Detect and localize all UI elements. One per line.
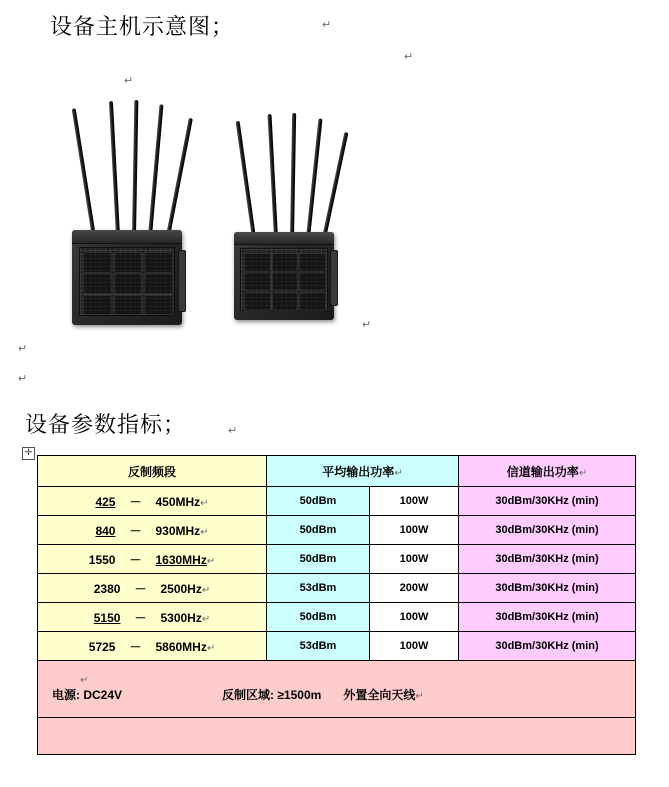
cell-avg-watt: 100W (370, 545, 459, 574)
paragraph-mark: ↵ (322, 19, 332, 31)
footer-empty-cell (38, 718, 636, 755)
paragraph-mark: ↵ (362, 319, 372, 331)
band-high: 450MHz (155, 494, 201, 509)
band-low: 1550 (88, 552, 116, 567)
table-row (38, 545, 636, 574)
band-low: 2380 (93, 581, 121, 596)
header-avg-power (267, 456, 459, 487)
cell-band (38, 632, 267, 661)
antenna-icon (236, 121, 256, 238)
antenna-icon (109, 101, 120, 236)
band-low: 840 (95, 523, 116, 538)
table-row (38, 632, 636, 661)
header-channel-power (459, 456, 636, 487)
band-low: 5725 (88, 639, 116, 654)
paragraph-mark: ↵ (18, 373, 28, 385)
band-dash: － (134, 610, 147, 625)
page-title-illustration: 设备主机示意图； (50, 14, 235, 39)
cell-band (38, 603, 267, 632)
cell-avg-dbm: 53dBm (267, 632, 370, 661)
band-high: 2500Hz (160, 581, 202, 596)
band-dash: － (129, 494, 142, 509)
cell-channel-power: 30dBm/30KHz (min) (459, 632, 636, 661)
table-row (38, 487, 636, 516)
cell-avg-watt: 100W (370, 603, 459, 632)
cell-channel-power: 30dBm/30KHz (min) (459, 516, 636, 545)
cell-channel-power: 30dBm/30KHz (min) (459, 545, 636, 574)
cell-avg-dbm: 50dBm (267, 516, 370, 545)
footer-power-supply: 电源: DC24V (52, 688, 123, 702)
paragraph-mark: ↵ (415, 691, 424, 702)
table-footer-row-empty (38, 718, 636, 755)
table-row (38, 516, 636, 545)
cell-avg-watt: 100W (370, 487, 459, 516)
device-side-handle (330, 250, 338, 306)
parameters-table (37, 455, 636, 755)
paragraph-mark: ↵ (206, 555, 216, 567)
device-body (72, 230, 182, 325)
table-move-handle[interactable]: ✛ (22, 447, 35, 460)
paragraph-mark: ↵ (201, 613, 211, 625)
cell-avg-watt: 200W (370, 574, 459, 603)
paragraph-mark: ↵ (124, 75, 134, 87)
cell-avg-watt: 100W (370, 516, 459, 545)
cell-band (38, 516, 267, 545)
table-row (38, 574, 636, 603)
band-high: 1630MHz (155, 552, 207, 567)
cell-avg-watt: 100W (370, 632, 459, 661)
header-band (38, 456, 267, 487)
paragraph-mark: ↵ (206, 642, 216, 654)
paragraph-mark: ↵ (578, 467, 588, 479)
rear-device (230, 108, 340, 328)
paragraph-mark: ↵ (201, 584, 211, 596)
cell-band (38, 487, 267, 516)
band-dash: － (129, 523, 142, 538)
paragraph-mark: ↵ (200, 526, 209, 538)
device-side-handle (178, 250, 186, 312)
band-dash: － (129, 552, 142, 567)
footer-antenna-type: 外置全向天线 (343, 688, 416, 702)
device-top-panel (72, 230, 182, 244)
band-high: 5860MHz (155, 639, 207, 654)
device-top-panel (234, 232, 334, 245)
paragraph-mark: ↵ (228, 425, 238, 437)
antenna-icon (268, 114, 278, 238)
jammer-device-illustration (60, 90, 390, 340)
antenna-icon (306, 118, 323, 238)
device-grille (240, 248, 328, 311)
band-low: 425 (95, 494, 116, 509)
paragraph-mark: ↵ (200, 497, 209, 509)
cell-band (38, 574, 267, 603)
antenna-icon (72, 108, 96, 237)
header-band-label: 反制频段 (127, 464, 176, 479)
footer-jamming-range: 反制区域: ≥1500m (222, 688, 322, 702)
antenna-icon (322, 132, 348, 238)
header-avg-power-label: 平均输出功率 (322, 464, 395, 479)
band-high: 930MHz (155, 523, 201, 538)
cell-channel-power: 30dBm/30KHz (min) (459, 574, 636, 603)
table-row (38, 603, 636, 632)
cell-channel-power: 30dBm/30KHz (min) (459, 603, 636, 632)
antenna-icon (132, 100, 138, 236)
page-title-parameters: 设备参数指标； (25, 412, 187, 437)
table-footer-row (38, 661, 636, 718)
device-grille (79, 247, 176, 315)
cell-avg-dbm: 53dBm (267, 574, 370, 603)
front-device (70, 90, 190, 330)
table-header-row (38, 456, 636, 487)
header-channel-power-label: 信道输出功率 (506, 464, 579, 479)
device-body (234, 232, 334, 320)
cell-avg-dbm: 50dBm (267, 603, 370, 632)
band-dash: － (134, 581, 147, 596)
cell-channel-power: 30dBm/30KHz (min) (459, 487, 636, 516)
footer-specs (38, 661, 636, 718)
antenna-icon (148, 104, 163, 236)
paragraph-mark: ↵ (80, 675, 89, 686)
paragraph-mark: ↵ (18, 343, 28, 355)
antenna-icon (290, 113, 296, 238)
band-dash: － (129, 639, 142, 654)
paragraph-mark: ↵ (394, 467, 403, 479)
band-low: 5150 (93, 610, 121, 625)
antenna-icon (166, 118, 193, 237)
cell-avg-dbm: 50dBm (267, 545, 370, 574)
paragraph-mark: ↵ (404, 51, 414, 63)
cell-avg-dbm: 50dBm (267, 487, 370, 516)
band-high: 5300Hz (160, 610, 202, 625)
cell-band (38, 545, 267, 574)
